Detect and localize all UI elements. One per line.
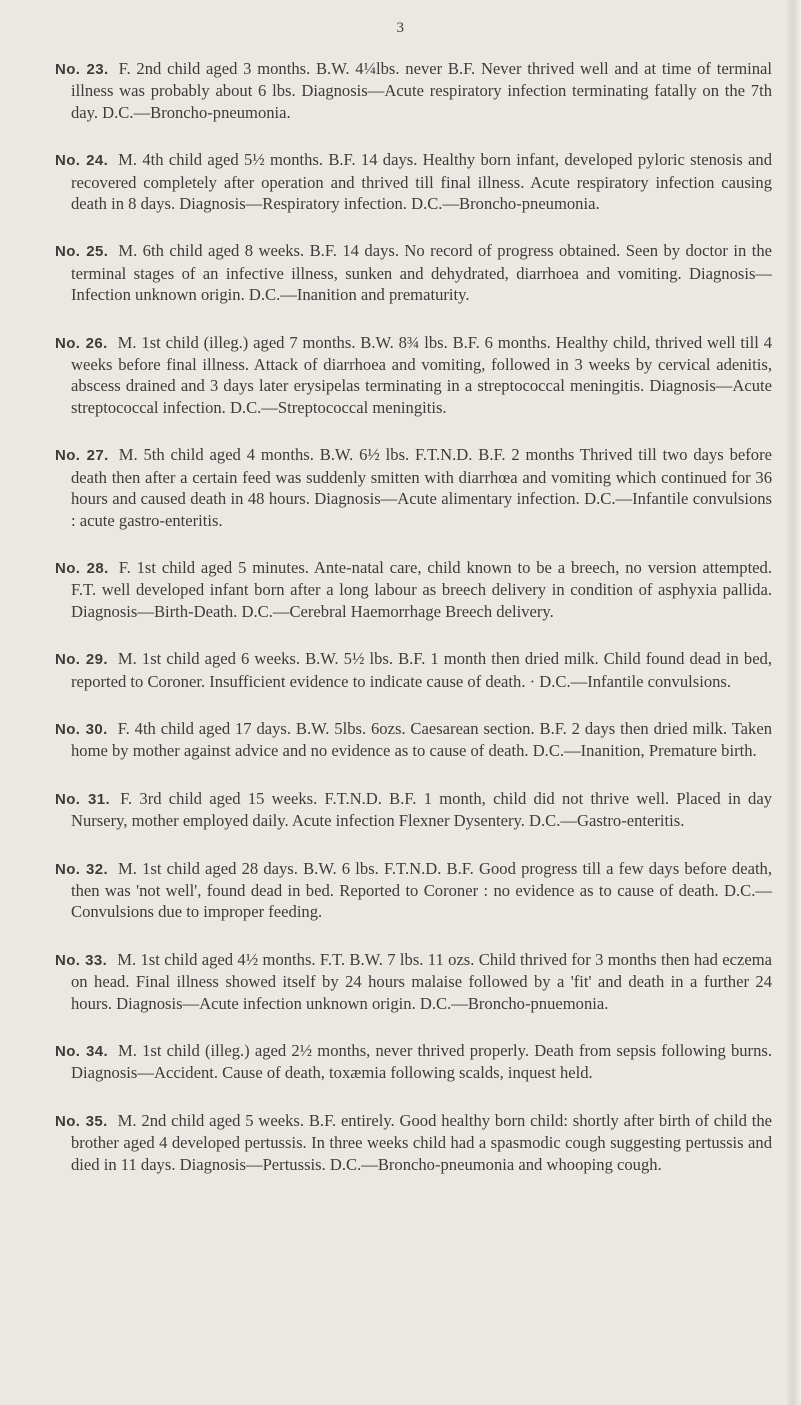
case-entry (55, 648, 772, 692)
case-number: No. 30. (55, 720, 108, 738)
case-text: M. 6th child aged 8 weeks. B.F. 14 days. No record of progress obtained. Seen by doctor in the terminal stages of an infective illness, sunken and dehydrated, diarrhoea and vomiting. Diagnosis—Infection unknown origin. D.C.—Inanition and prematurity. (71, 241, 773, 305)
case-text: M. 4th child aged 5½ months. B.F. 14 days. Healthy born infant, developed pyloric stenosis and recovered completely after operation and thrived till final illness. Acute respiratory infection causing death in 8 days. Diagnosis—Respiratory infection. D.C.—Broncho-pneumonia. (71, 150, 772, 214)
case-text: F. 4th child aged 17 days. B.W. 5lbs. 6ozs. Caesarean section. B.F. 2 days then dried milk. Taken home by mother against advice and no evidence as to cause of death. D.C.—Inanition, Premature birth. (71, 718, 772, 761)
case-paragraph (55, 949, 772, 1014)
case-entry (55, 788, 772, 832)
case-entries (55, 58, 772, 1201)
case-text: M. 5th child aged 4 months. B.W. 6½ lbs. F.T.N.D. B.F. 2 months Thrived till two days before death then after a certain feed was suddenly smitten with diarrhœa and vomiting which continued for 36 hours and caused death in 48 hours. Diagnosis—Acute alimentary infection. D.C.—Infantile convulsions : acute gastro-enteritis. (71, 445, 772, 530)
case-number: No. 29. (55, 651, 108, 669)
case-text: M. 1st child aged 28 days. B.W. 6 lbs. F.T.N.D. B.F. Good progress till a few days before death, then was 'not well', found dead in bed. Reported to Coroner : no evidence as to cause of death. D.C.—Convulsions due to improper feeding. (71, 858, 772, 922)
case-text: F. 1st child aged 5 minutes. Ante-natal care, child known to be a breech, no version attempted. F.T. well developed infant born after a long labour as breech delivery in condition of asphyxia pallida. Diagnosis—Birth-Death. D.C.—Cerebral Haemorrhage Breech delivery. (71, 557, 772, 621)
case-text: M. 1st child (illeg.) aged 7 months. B.W. 8¾ lbs. B.F. 6 months. Healthy child, thrived well till 4 weeks before final illness. Attack of diarrhoea and vomiting, followed in 3 weeks by cervical adenitis, abscess drained and 3 days later erysipelas terminating in a streptococcal meningitis. Diagnosis—Acute streptococcal infection. D.C.—Streptococcal meningitis. (71, 332, 772, 417)
case-entry (55, 332, 772, 419)
case-number: No. 25. (55, 243, 109, 261)
case-paragraph (55, 648, 772, 692)
case-number: No. 27. (55, 447, 109, 465)
case-entry (55, 858, 772, 923)
case-number: No. 33. (55, 951, 108, 969)
case-number: No. 28. (55, 559, 109, 577)
case-paragraph (55, 1040, 772, 1084)
case-number: No. 23. (55, 61, 109, 78)
page-edge-shadow (787, 0, 801, 1405)
case-entry (55, 1040, 772, 1084)
case-paragraph (55, 1110, 772, 1175)
case-entry (55, 240, 772, 305)
case-paragraph (55, 557, 772, 622)
case-entry (55, 557, 772, 622)
case-entry (55, 1110, 772, 1175)
case-paragraph (55, 788, 772, 832)
case-number: No. 26. (55, 334, 108, 352)
case-text: F. 3rd child aged 15 weeks. F.T.N.D. B.F. 1 month, child did not thrive well. Placed in day Nursery, mother employed daily. Acute infection Flexner Dysentery. D.C.—Gastro-enteritis. (71, 788, 773, 831)
case-text: F. 2nd child aged 3 months. B.W. 4¼lbs. never B.F. Never thrived well and at time of terminal illness was probably about 6 lbs. Diagnosis—Acute respiratory infection terminating fatally on the 7th day. D.C.—Broncho-pneumonia. (71, 59, 773, 122)
case-number: No. 31. (55, 790, 111, 808)
case-paragraph (55, 149, 772, 214)
case-paragraph (55, 444, 772, 531)
case-paragraph (55, 58, 772, 123)
case-entry (55, 149, 772, 214)
case-entry (55, 718, 772, 762)
case-number: No. 34. (55, 1043, 109, 1060)
case-number: No. 35. (55, 1112, 108, 1130)
case-text: M. 2nd child aged 5 weeks. B.F. entirely. Good healthy born child: shortly after birth of child the brother aged 4 developed pertussis. In three weeks child had a spasmodic cough suggesting pertussis and died in 11 days. Diagnosis—Pertussis. D.C.—Broncho-pneumonia and whooping cough. (71, 1110, 772, 1174)
case-text: M. 1st child aged 4½ months. F.T. B.W. 7 lbs. 11 ozs. Child thrived for 3 months then had eczema on head. Final illness showed itself by 24 hours malaise followed by a 'fit' and death in a further 24 hours. Diagnosis—Acute infection unknown origin. D.C.—Broncho-pnuemonia. (71, 949, 772, 1013)
case-paragraph (55, 240, 772, 305)
case-entry (55, 58, 772, 123)
case-entry (55, 949, 772, 1014)
page-number: 3 (396, 20, 405, 36)
case-paragraph (55, 718, 772, 762)
case-paragraph (55, 858, 772, 923)
case-number: No. 32. (55, 860, 109, 878)
case-text: M. 1st child aged 6 weeks. B.W. 5½ lbs. B.F. 1 month then dried milk. Child found dead in bed, reported to Coroner. Insufficient evidence to indicate cause of death. · D.C.—Infantile convulsions. (71, 649, 773, 691)
case-number: No. 24. (55, 152, 109, 170)
case-entry (55, 444, 772, 531)
case-text: M. 1st child (illeg.) aged 2½ months, never thrived properly. Death from sepsis following burns. Diagnosis—Accident. Cause of death, toxæmia following scalds, inquest held. (71, 1041, 772, 1083)
case-paragraph (55, 332, 772, 419)
